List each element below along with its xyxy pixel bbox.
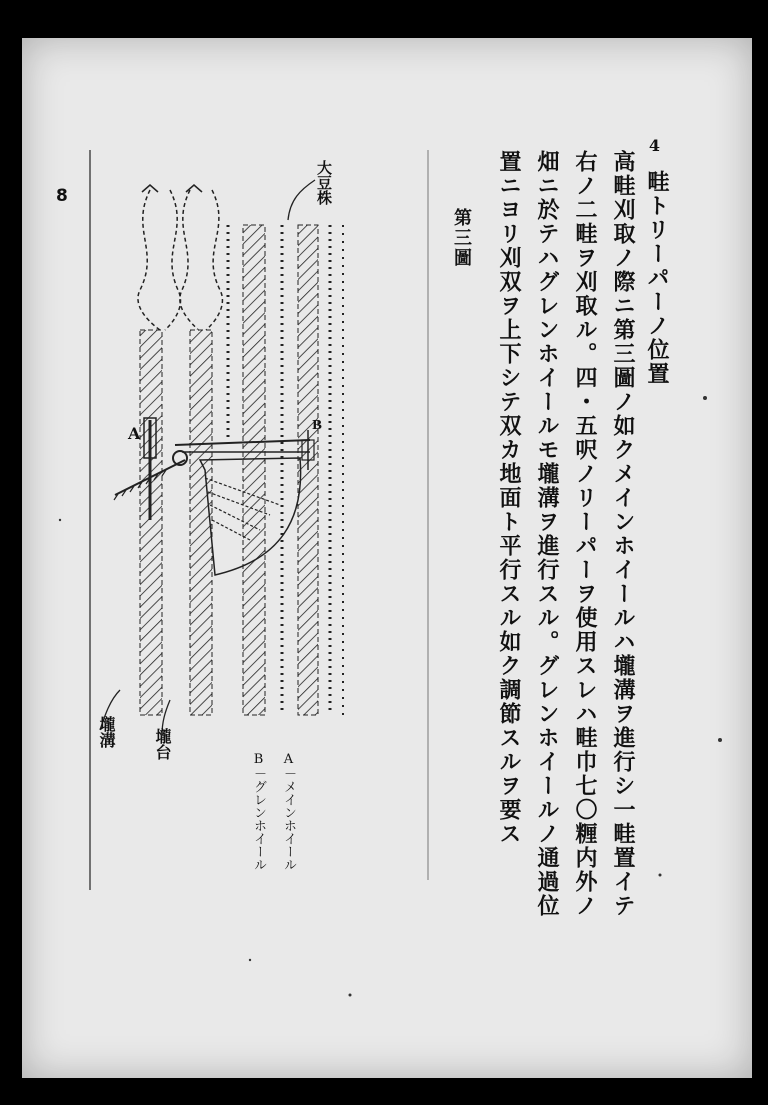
body-column-3: 畑ニ於テハグレンホイールモ壠溝ヲ進行スル。グレンホイールノ通過位 — [534, 150, 560, 918]
figure-caption: 第三圖 — [451, 208, 472, 268]
label-a: A — [128, 424, 141, 443]
body-column-4: 置ニヨリ刈双ヲ上下シテ双カ地面ト平行スル如ク調節スルヲ要ス — [496, 150, 522, 846]
page-number: 8 — [56, 186, 68, 206]
legend-a: A－メインホイール — [281, 752, 296, 871]
body-column-1: 高畦刈取ノ際ニ第三圖ノ如クメインホイールハ壠溝ヲ進行シ一畦置イテ — [610, 150, 636, 918]
body-column-2: 右ノ二畦ヲ刈取ル。四・五呎ノリーパーヲ使用スレハ畦巾七〇糎内外ノ — [572, 150, 598, 918]
label-b: B — [312, 418, 323, 432]
section-number: 4 — [645, 136, 664, 157]
label-ridge: 壠台 — [153, 728, 172, 760]
label-stubble: 大豆株 — [315, 160, 333, 205]
label-furrow: 壠溝 — [97, 716, 116, 748]
furrow-1 — [140, 330, 162, 715]
furrow-2 — [190, 330, 212, 715]
section-heading: 畦トリーパーノ位置 — [644, 170, 670, 386]
furrow-3 — [243, 225, 265, 715]
legend-b: B－グレンホイール — [251, 752, 266, 871]
